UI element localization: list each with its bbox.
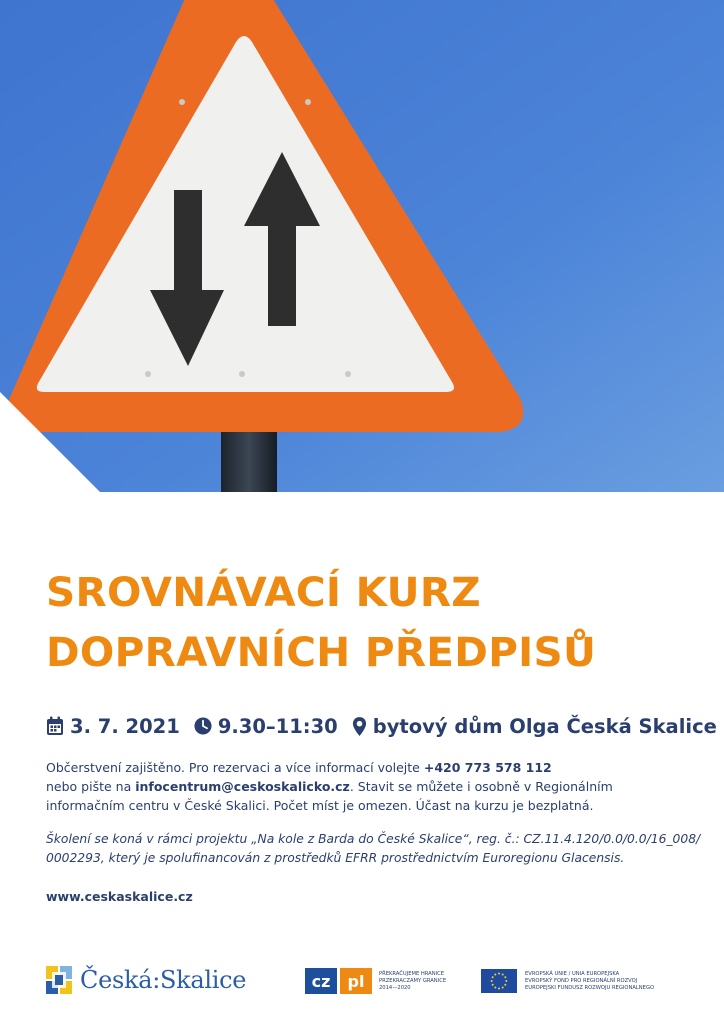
project-note <box>46 830 706 868</box>
eu-caption-3: EUROPEJSKI FUNDUSZ ROZWOJU REGIONALNEGO <box>525 984 655 991</box>
czpl-program-logo <box>305 966 446 996</box>
ceska-skalice-logo <box>46 963 246 997</box>
eu-flag-icon <box>481 969 517 993</box>
czpl-caption-3: 2014—2020 <box>379 984 411 991</box>
event-place <box>352 715 717 738</box>
project-line-1: Školení se koná v rámci projektu „Na kole z Barda do České Skalice“, reg. č.: CZ.11.4.120/0.0/0.0/16_008/ <box>46 832 701 846</box>
road-sign-illustration <box>0 0 724 492</box>
czpl-caption <box>379 971 446 992</box>
website-link[interactable]: www.ceskaskalice.cz <box>46 889 193 904</box>
info-line-1 <box>46 758 706 777</box>
phone-link[interactable]: +420 773 578 112 <box>423 760 552 775</box>
clock-icon <box>194 717 212 735</box>
czpl-pl: pl <box>340 968 372 994</box>
info-text: . Stavit se můžete i osobně v Regionálním <box>349 779 613 794</box>
title-line-1: SROVNÁVACÍ KURZ <box>46 568 481 616</box>
ceska-skalice-logo-name: Česká:Skalice <box>80 966 247 994</box>
info-text: Občerstvení zajištěno. Pro rezervaci a více informací volejte <box>46 760 424 775</box>
czpl-caption-2: PRZEKRACZAMY GRANICE <box>379 977 447 984</box>
event-place-text: bytový dům Olga Česká Skalice <box>372 714 717 738</box>
info-paragraph <box>46 758 706 815</box>
eu-caption-1: EVROPSKÁ UNIE / UNIA EUROPEJSKA <box>525 970 620 977</box>
event-date-text: 3. 7. 2021 <box>70 714 180 738</box>
event-date <box>46 715 180 738</box>
info-text: nebo pište na <box>46 779 136 794</box>
ceska-skalice-logo-icon <box>46 966 72 994</box>
page-title <box>46 562 706 682</box>
project-line-2: 0002293, který je spolufinancován z prostředků EFRR prostřednictvím Euroregionu Glacensis. <box>46 851 625 865</box>
event-time-text: 9.30–11:30 <box>217 714 338 738</box>
info-line-3: informačním centru v České Skalici. Počet míst je omezen. Účast na kurzu je bezplatná. <box>46 798 594 813</box>
event-details <box>46 712 717 740</box>
map-pin-icon <box>352 716 367 737</box>
czpl-cz: cz <box>305 968 337 994</box>
eu-caption <box>525 971 654 992</box>
hero-image <box>0 0 724 492</box>
eu-logo <box>481 966 654 996</box>
event-time <box>194 715 338 738</box>
title-line-2: DOPRAVNÍCH PŘEDPISŮ <box>46 628 597 676</box>
czpl-mark <box>305 968 372 994</box>
info-line-2 <box>46 777 706 796</box>
czpl-caption-1: PŘEKRAČUJEME HRANICE <box>379 970 445 977</box>
eu-caption-2: EVROPSKÝ FOND PRO REGIONÁLNÍ ROZVOJ <box>525 977 638 984</box>
calendar-icon <box>46 716 64 736</box>
email-link[interactable]: infocentrum@ceskoskalicko.cz <box>135 779 350 794</box>
